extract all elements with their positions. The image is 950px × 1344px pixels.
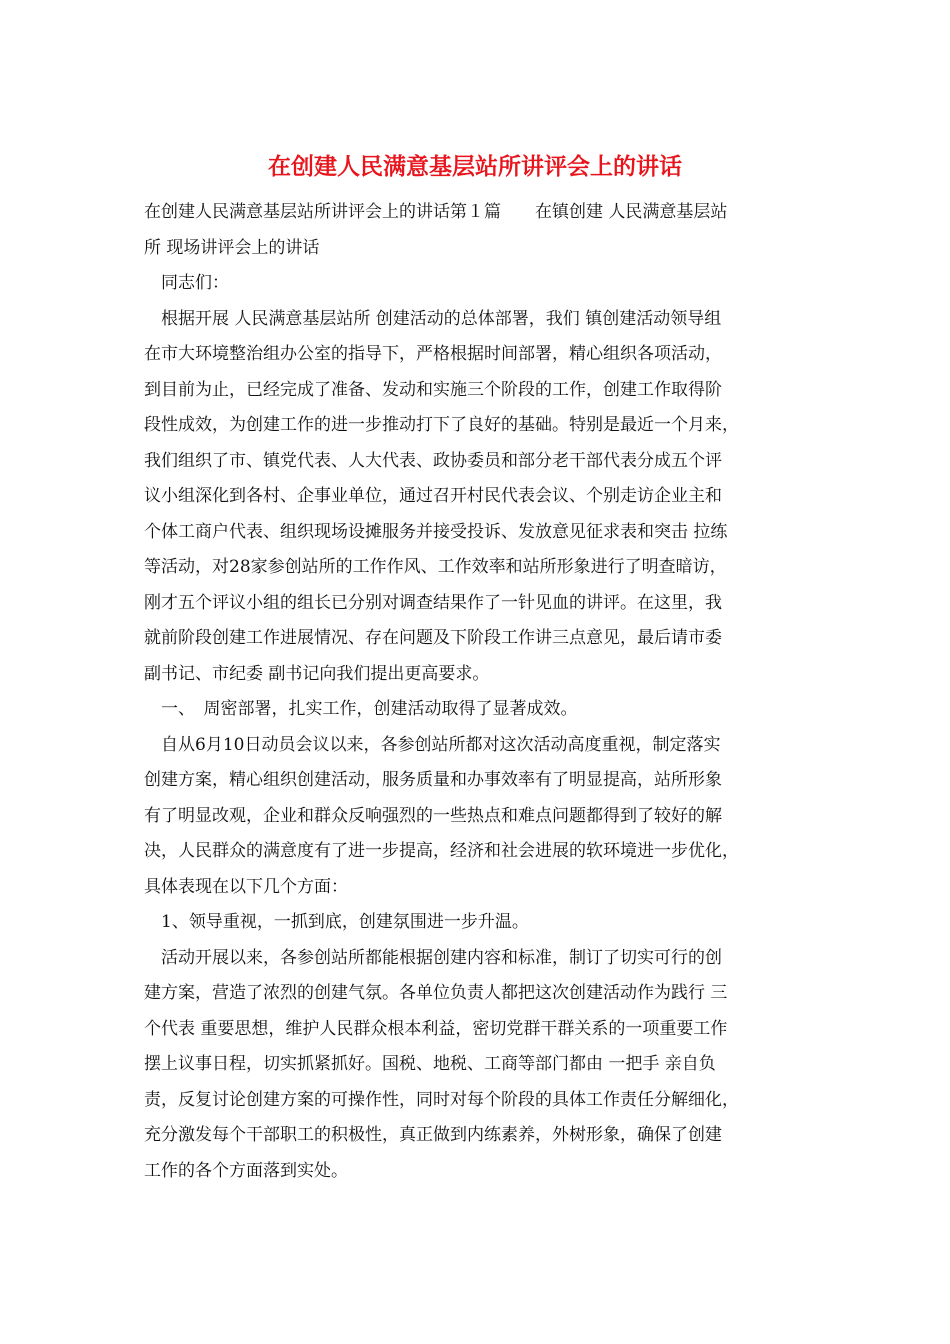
body-line: 在市大环境整治组办公室的指导下，严格根据时间部署，精心组织各项活动， xyxy=(144,344,722,364)
body-line: 根据开展 人民满意基层站所 创建活动的总体部署，我们 镇创建活动领导组 xyxy=(144,308,722,329)
body-line: 工作的各个方面落到实处。 xyxy=(144,1160,348,1181)
body-line: 同志们： xyxy=(144,273,229,293)
body-line: 决，人民群众的满意度有了进一步提高，经济和社会进展的软环境进一步优化， xyxy=(144,841,739,861)
body-line: 1、领导重视，一抓到底，创建氛围进一步升温。 xyxy=(144,912,529,932)
body-line: 自从6月10日动员会议以来，各参创站所都对这次活动高度重视，制定落实 xyxy=(144,734,721,755)
body-line: 副书记、市纪委 副书记向我们提出更高要求。 xyxy=(144,663,490,684)
body-line: 我们组织了市、镇党代表、人大代表、政协委员和部分老干部代表分成五个评 xyxy=(144,450,722,471)
body-line: 一、 周密部署，扎实工作，创建活动取得了显著成效。 xyxy=(144,699,578,719)
body-line: 等活动，对28家参创站所的工作作风、工作效率和站所形象进行了明查暗访， xyxy=(144,557,727,577)
body-line: 有了明显改观，企业和群众反响强烈的一些热点和难点问题都得到了较好的解 xyxy=(144,805,722,826)
document-title: 在创建人民满意基层站所讲评会上的讲话 xyxy=(268,153,682,180)
body-line: 刚才五个评议小组的组长已分别对调查结果作了一针见血的讲评。在这里，我 xyxy=(144,592,722,613)
body-line: 具体表现在以下几个方面： xyxy=(144,876,348,897)
document-body xyxy=(144,195,806,1189)
body-line: 就前阶段创建工作进展情况、存在问题及下阶段工作讲三点意见，最后请市委 xyxy=(144,628,722,648)
body-line: 责，反复讨论创建方案的可操作性，同时对每个阶段的具体工作责任分解细化， xyxy=(144,1089,739,1110)
body-line: 摆上议事日程，切实抓紧抓好。国税、地税、工商等部门都由 一把手 亲自负 xyxy=(144,1054,716,1074)
body-line: 个体工商户代表、组织现场设摊服务并接受投诉、发放意见征求表和突击 拉练 xyxy=(144,521,728,542)
body-line: 创建方案，精心组织创建活动，服务质量和办事效率有了明显提高，站所形象 xyxy=(144,770,722,790)
body-line: 充分激发每个干部职工的积极性，真正做到内练素养，外树形象，确保了创建 xyxy=(144,1125,722,1145)
body-line: 在创建人民满意基层站所讲评会上的讲话第１篇 在镇创建 人民满意基层站 xyxy=(144,202,728,222)
body-line: 段性成效，为创建工作的进一步推动打下了良好的基础。特别是最近一个月来， xyxy=(144,415,739,435)
body-line: 到目前为止，已经完成了准备、发动和实施三个阶段的工作，创建工作取得阶 xyxy=(144,379,722,400)
body-line: 个代表 重要思想，维护人民群众根本利益，密切党群干群关系的一项重要工作 xyxy=(144,1018,728,1039)
body-line: 议小组深化到各村、企事业单位，通过召开村民代表会议、个别走访企业主和 xyxy=(144,486,722,506)
body-line: 所 现场讲评会上的讲话 xyxy=(144,237,320,258)
body-line: 活动开展以来，各参创站所都能根据创建内容和标准，制订了切实可行的创 xyxy=(144,947,722,968)
body-line: 建方案，营造了浓烈的创建气氛。各单位负责人都把这次创建活动作为践行 三 xyxy=(144,983,728,1003)
